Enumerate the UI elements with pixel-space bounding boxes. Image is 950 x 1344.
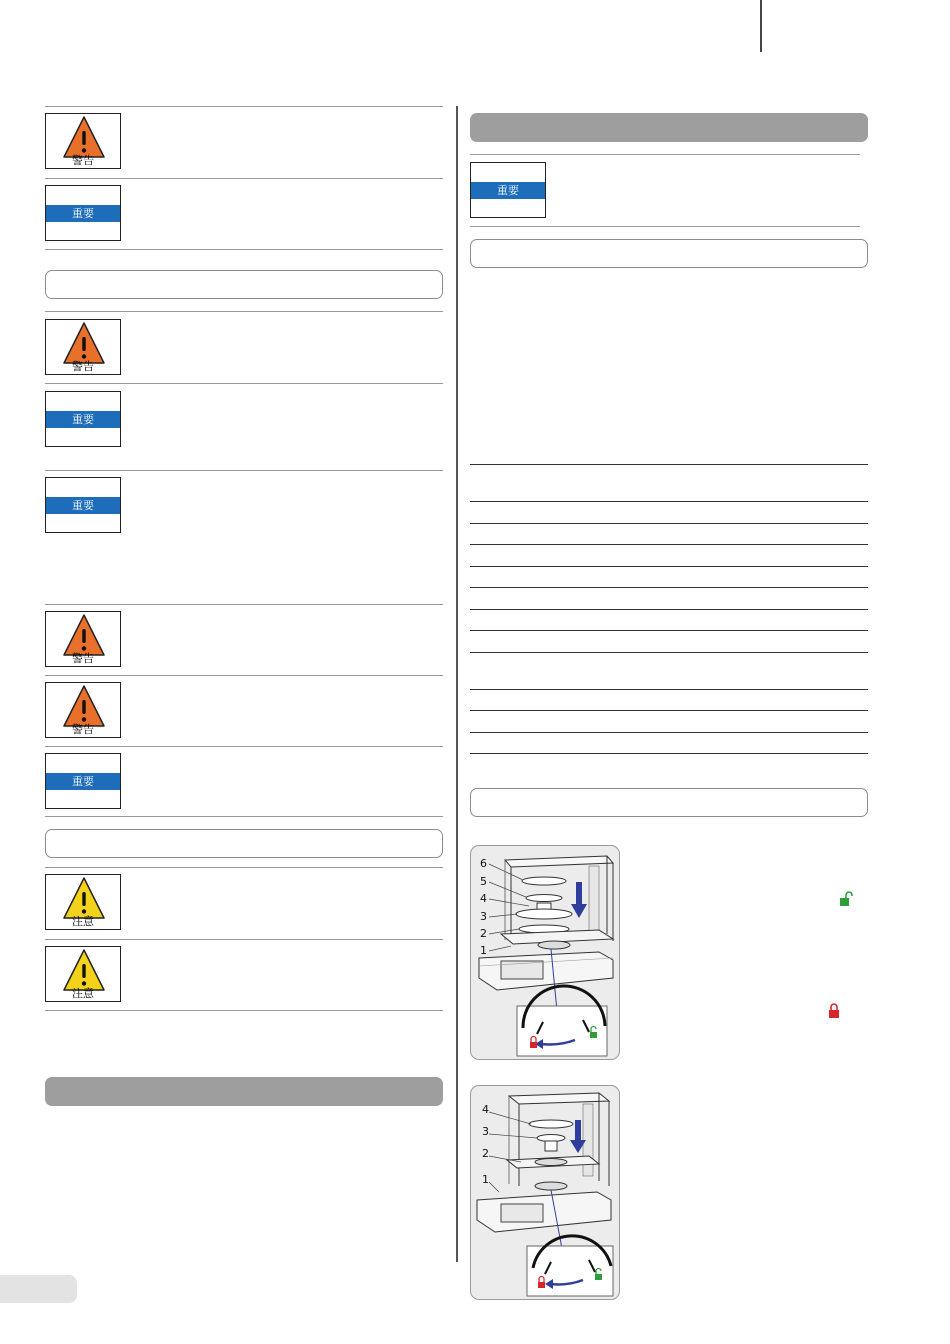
warning-caption: 警告 [72, 723, 94, 736]
warning-symbol [45, 682, 121, 738]
table-rule [470, 523, 868, 524]
table-rule [470, 710, 868, 711]
rule [45, 106, 443, 107]
section-heading-box [470, 239, 868, 268]
important-band-icon: 重要 [46, 205, 120, 222]
rule [45, 675, 443, 676]
rule [470, 226, 860, 227]
callout-number: 6 [480, 857, 487, 870]
warning-symbol [45, 611, 121, 667]
section-heading-bar [470, 113, 868, 142]
unlock-icon [595, 1274, 602, 1280]
table-rule [470, 652, 868, 653]
table-rule [470, 630, 868, 631]
important-band-icon: 重要 [46, 411, 120, 428]
important-band-icon: 重要 [46, 773, 120, 790]
warning-symbol [45, 113, 121, 169]
table-rule [470, 464, 868, 465]
rule [45, 867, 443, 868]
table-rule [470, 609, 868, 610]
column-divider [456, 106, 458, 1262]
important-band-icon: 重要 [46, 497, 120, 514]
balance-figure-1 [470, 845, 620, 1060]
important-symbol [45, 477, 121, 533]
important-symbol [470, 162, 546, 218]
down-arrow-icon [576, 882, 582, 906]
important-symbol [45, 185, 121, 241]
table-rule [470, 544, 868, 545]
table-rule [470, 689, 868, 690]
section-heading-bar [45, 1077, 443, 1106]
down-arrow-icon [575, 1120, 581, 1142]
rule [45, 816, 443, 817]
rule [45, 939, 443, 940]
callout-number: 3 [482, 1125, 489, 1138]
rule [45, 470, 443, 471]
rule [45, 383, 443, 384]
caution-symbol [45, 874, 121, 930]
rule [45, 746, 443, 747]
callout-number: 4 [480, 892, 487, 905]
warning-caption: 警告 [72, 360, 94, 373]
unlock-icon [590, 1032, 597, 1038]
important-band-icon: 重要 [471, 182, 545, 199]
callout-number: 2 [480, 927, 487, 940]
warning-symbol [45, 319, 121, 375]
top-divider-line [760, 0, 762, 52]
rule [45, 178, 443, 179]
balance-figure-2 [470, 1085, 620, 1300]
rule [45, 1010, 443, 1011]
table-rule [470, 501, 868, 502]
lock-icon [827, 1003, 841, 1019]
callout-number: 5 [480, 875, 487, 888]
rule [470, 154, 860, 155]
section-heading-box [45, 829, 443, 858]
table-rule [470, 566, 868, 567]
callout-number: 1 [480, 944, 487, 957]
rule [45, 604, 443, 605]
balance-illustration [471, 846, 620, 1060]
rule [45, 249, 443, 250]
table-rule [470, 753, 868, 754]
caution-caption: 注意 [72, 915, 94, 928]
section-heading-box [45, 270, 443, 299]
lock-icon [530, 1042, 537, 1048]
warning-caption: 警告 [72, 154, 94, 167]
callout-number: 2 [482, 1147, 489, 1160]
rule [45, 311, 443, 312]
callout-number: 4 [482, 1103, 489, 1116]
balance-illustration [471, 1086, 620, 1300]
caution-caption: 注意 [72, 987, 94, 1000]
callout-number: 3 [480, 910, 487, 923]
section-heading-box [470, 788, 868, 817]
unlock-icon [838, 891, 854, 907]
spec-table [470, 464, 868, 756]
warning-caption: 警告 [72, 652, 94, 665]
important-symbol [45, 391, 121, 447]
lock-icon [538, 1282, 545, 1288]
table-rule [470, 587, 868, 588]
callout-number: 1 [482, 1173, 489, 1186]
page-number-tab [0, 1275, 77, 1303]
important-symbol [45, 753, 121, 809]
caution-symbol [45, 946, 121, 1002]
table-rule [470, 732, 868, 733]
